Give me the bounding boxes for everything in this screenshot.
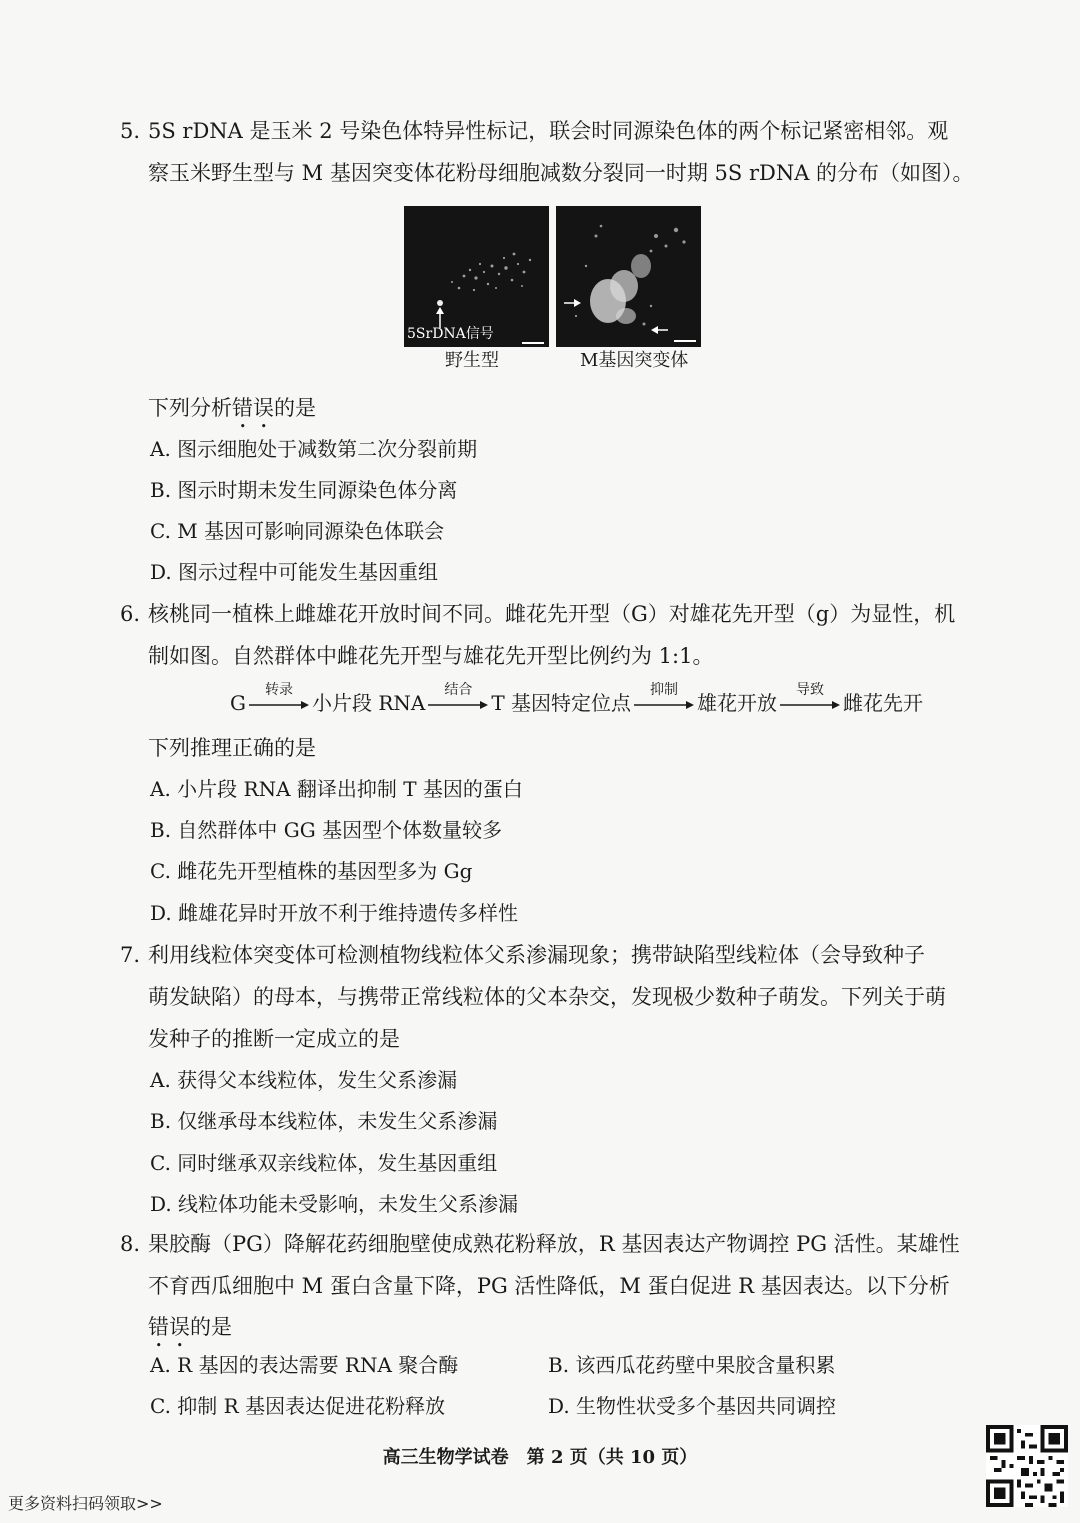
question-7-stem-line-2: 萌发缺陷）的母本，与携带正常线粒体的父本杂交，发现极少数种子萌发。下列关于萌 [148,985,946,1009]
question-5-prompt: 下列分析错误的是 [148,396,316,420]
flow-node-male-flower-open: 雄花开放 [697,691,778,715]
flow-node-female-first: 雌花先开 [843,691,924,715]
q7-option-d: D. 线粒体功能未受影响，未发生父系渗漏 [150,1192,519,1216]
mutant-image [556,206,701,347]
q5-option-b: B. 图示时期未发生同源染色体分离 [150,478,458,502]
q5-option-a: A. 图示细胞处于减数第二次分裂前期 [150,437,478,461]
more-resources-link[interactable]: 更多资料扫码领取>> [8,1494,163,1513]
flow-arrow-transcribe [248,682,310,718]
q5-option-c: C. M 基因可影响同源染色体联会 [150,519,445,543]
qr-code-graphic [986,1425,1068,1507]
mechanism-flow-diagram [230,682,924,718]
question-6-stem-line-1: 核桃同一植株上雌雄花开放时间不同。雌花先开型（G）对雄花先开型（g）为显性，机 [148,602,956,626]
q7-option-b: B. 仅继承母本线粒体，未发生父系渗漏 [150,1109,498,1133]
right-arrow-icon [427,701,489,709]
question-8-stem-line-1: 果胶酶（PG）降解花药细胞壁使成熟花粉释放，R 基因表达产物调控 PG 活性。某雄性 [148,1232,960,1256]
q8-option-b: B. 该西瓜花药壁中果胶含量积累 [548,1353,836,1377]
flow-node-g: G [230,691,246,715]
arrow-label-inhibit: 抑制 [650,682,679,698]
flow-arrow-bind [427,682,489,718]
question-7-number: 7. [120,943,141,967]
qr-code-icon[interactable] [986,1425,1068,1507]
emphasis-wrong: 错误 [148,1315,190,1339]
caption-m-mutant: M基因突变体 [580,350,689,371]
question-8-stem-line-2: 不育西瓜细胞中 M 蛋白含量下降，PG 活性降低，M 蛋白促进 R 基因表达。以下分析 [148,1274,950,1298]
q6-option-b: B. 自然群体中 GG 基因型个体数量较多 [150,818,503,842]
arrow-label-bind: 结合 [444,682,473,698]
signal-label: 5SrDNA信号 [407,326,494,342]
arrow-label-transcribe: 转录 [264,682,293,698]
question-6-stem-line-2: 制如图。自然群体中雌花先开型与雄花先开型比例约为 1:1。 [148,644,714,668]
q7-option-c: C. 同时继承双亲线粒体，发生基因重组 [150,1151,498,1175]
flow-node-t-gene: T 基因特定位点 [491,691,632,715]
flow-arrow-inhibit [633,682,695,718]
flow-node-small-rna: 小片段 RNA [311,691,426,715]
right-arrow-icon [633,701,695,709]
question-7-stem-line-1: 利用线粒体突变体可检测植物线粒体父系渗漏现象；携带缺陷型线粒体（会导致种子 [148,943,925,967]
micrograph-m-mutant [556,206,701,347]
q8-option-a: A. R 基因的表达需要 RNA 聚合酶 [150,1353,459,1377]
question-7-stem-line-3: 发种子的推断一定成立的是 [148,1027,400,1051]
q8-option-d: D. 生物性状受多个基因共同调控 [548,1394,837,1418]
question-5-stem-line-1: 5S rDNA 是玉米 2 号染色体特异性标记，联会时同源染色体的两个标记紧密相邻。观 [148,119,949,143]
q5-option-d: D. 图示过程中可能发生基因重组 [150,560,439,584]
q8-option-c: C. 抑制 R 基因表达促进花粉释放 [150,1394,446,1418]
emphasis-wrong: 错误 [232,396,274,420]
q7-option-a: A. 获得父本线粒体，发生父系渗漏 [150,1068,458,1092]
arrow-label-lead: 导致 [796,682,825,698]
question-8-prompt: 错误的是 [148,1315,232,1339]
right-arrow-icon [248,701,310,709]
micrograph-wild-type [404,206,549,347]
caption-wild-type: 野生型 [445,350,499,371]
q6-option-d: D. 雌雄花异时开放不利于维持遗传多样性 [150,901,519,925]
q6-option-a: A. 小片段 RNA 翻译出抑制 T 基因的蛋白 [150,777,523,801]
q6-option-c: C. 雌花先开型植株的基因型多为 Gg [150,859,473,883]
question-6-prompt: 下列推理正确的是 [148,736,316,760]
question-6-number: 6. [120,602,141,626]
question-5-number: 5. [120,119,141,143]
flow-arrow-lead [779,682,841,718]
right-arrow-icon [779,701,841,709]
question-8-number: 8. [120,1232,141,1256]
page-footer: 高三生物学试卷 第 2 页（共 10 页） [382,1447,698,1468]
question-5-stem-line-2: 察玉米野生型与 M 基因突变体花粉母细胞减数分裂同一时期 5S rDNA 的分布（如图）。 [148,161,974,185]
